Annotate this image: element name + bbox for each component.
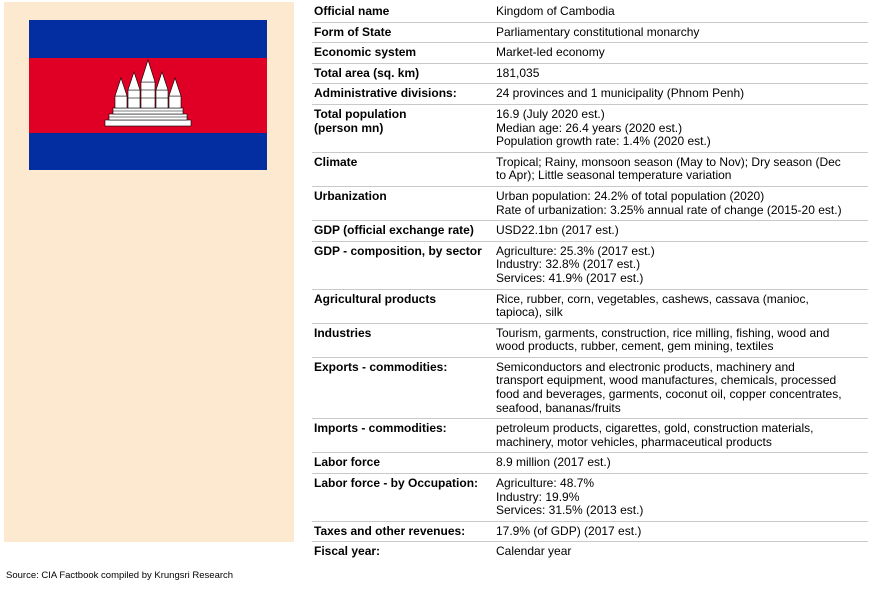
fact-label-line: Urbanization bbox=[314, 188, 387, 203]
fact-row bbox=[312, 323, 868, 357]
fact-label-line: Economic system bbox=[314, 45, 417, 60]
fact-label bbox=[312, 323, 492, 357]
flag-top-band bbox=[29, 20, 267, 58]
fact-label-line: Administrative divisions: bbox=[314, 86, 457, 101]
fact-label-line: Official name bbox=[314, 4, 390, 18]
fact-label-line: GDP (official exchange rate) bbox=[314, 223, 474, 238]
fact-label-line: Imports - commodities: bbox=[314, 421, 447, 436]
fact-value bbox=[492, 419, 868, 453]
fact-value bbox=[492, 186, 868, 220]
fact-value-line: USD22.1bn (2017 est.) bbox=[496, 223, 619, 238]
fact-row bbox=[312, 357, 868, 418]
fact-value bbox=[492, 357, 868, 418]
fact-value-line: Tropical; Rainy, monsoon season (May to Nov); Dry season (Dec bbox=[496, 154, 841, 169]
fact-value-line: Kingdom of Cambodia bbox=[496, 4, 615, 18]
fact-value-line: Tourism, garments, construction, rice milling, fishing, wood and bbox=[496, 325, 830, 340]
country-facts-table bbox=[312, 2, 868, 562]
fact-value-line: 8.9 million (2017 est.) bbox=[496, 455, 611, 470]
fact-row bbox=[312, 221, 868, 242]
fact-value-line: 16.9 (July 2020 est.) bbox=[496, 106, 605, 121]
fact-label-line: Total population bbox=[314, 106, 407, 121]
fact-label bbox=[312, 453, 492, 474]
fact-label bbox=[312, 221, 492, 242]
fact-value bbox=[492, 453, 868, 474]
fact-label bbox=[312, 104, 492, 152]
fact-value bbox=[492, 22, 868, 43]
fact-label bbox=[312, 289, 492, 323]
fact-row bbox=[312, 63, 868, 84]
fact-value bbox=[492, 289, 868, 323]
fact-value-line: Semiconductors and electronic products, machinery and bbox=[496, 359, 795, 374]
fact-row bbox=[312, 289, 868, 323]
fact-row bbox=[312, 104, 868, 152]
fact-value-line: Services: 31.5% (2013 est.) bbox=[496, 503, 644, 518]
fact-value-line: Agriculture: 48.7% bbox=[496, 476, 595, 491]
fact-label bbox=[312, 2, 492, 22]
fact-value-line: Population growth rate: 1.4% (2020 est.) bbox=[496, 134, 711, 149]
fact-value bbox=[492, 43, 868, 64]
fact-label-line: Agricultural products bbox=[314, 291, 437, 306]
fact-value bbox=[492, 84, 868, 105]
fact-label bbox=[312, 357, 492, 418]
fact-row bbox=[312, 2, 868, 22]
fact-value bbox=[492, 2, 868, 22]
source-note: Source: CIA Factbook compiled by Krungsri Research bbox=[6, 570, 234, 581]
flag-bottom-band bbox=[29, 133, 267, 170]
fact-row bbox=[312, 22, 868, 43]
fact-label-line: (person mn) bbox=[314, 120, 384, 135]
fact-label-line: Taxes and other revenues: bbox=[314, 523, 466, 538]
fact-value-line: wood products, rubber, cement, gem mining, textiles bbox=[496, 339, 774, 354]
fact-row bbox=[312, 241, 868, 289]
fact-value-line: tapioca), silk bbox=[496, 305, 563, 320]
fact-value bbox=[492, 542, 868, 562]
fact-label bbox=[312, 22, 492, 43]
fact-label-line: Industries bbox=[314, 325, 372, 340]
fact-label bbox=[312, 521, 492, 542]
fact-value-line: Rate of urbanization: 3.25% annual rate of change (2015-20 est.) bbox=[496, 202, 842, 217]
fact-value-line: 24 provinces and 1 municipality (Phnom Penh) bbox=[496, 86, 745, 101]
fact-value bbox=[492, 521, 868, 542]
fact-label bbox=[312, 84, 492, 105]
fact-row bbox=[312, 152, 868, 186]
fact-row bbox=[312, 474, 868, 522]
fact-label bbox=[312, 43, 492, 64]
fact-value-line: Agriculture: 25.3% (2017 est.) bbox=[496, 243, 655, 258]
fact-value-line: Urban population: 24.2% of total population (2020) bbox=[496, 188, 765, 203]
fact-label bbox=[312, 186, 492, 220]
fact-label bbox=[312, 241, 492, 289]
fact-row bbox=[312, 453, 868, 474]
fact-value-line: machinery, motor vehicles, pharmaceutical products bbox=[496, 434, 772, 449]
fact-row bbox=[312, 521, 868, 542]
fact-value-line: 17.9% (of GDP) (2017 est.) bbox=[496, 523, 642, 538]
fact-label bbox=[312, 419, 492, 453]
fact-label bbox=[312, 152, 492, 186]
fact-label-line: Fiscal year: bbox=[314, 544, 381, 559]
fact-value-line: Market-led economy bbox=[496, 45, 605, 60]
fact-value bbox=[492, 63, 868, 84]
fact-value-line: Industry: 19.9% bbox=[496, 489, 580, 504]
fact-value bbox=[492, 241, 868, 289]
fact-value-line: transport equipment, wood manufactures, chemicals, processed bbox=[496, 373, 837, 388]
fact-value-line: Calendar year bbox=[496, 544, 572, 559]
fact-value bbox=[492, 221, 868, 242]
fact-value-line: to Apr); Little seasonal temperature variation bbox=[496, 168, 732, 183]
fact-value-line: petroleum products, cigarettes, gold, construction materials, bbox=[496, 421, 814, 436]
fact-value-line: Median age: 26.4 years (2020 est.) bbox=[496, 120, 683, 135]
fact-value bbox=[492, 152, 868, 186]
fact-value-line: 181,035 bbox=[496, 65, 540, 80]
fact-label bbox=[312, 474, 492, 522]
fact-label-line: Total area (sq. km) bbox=[314, 65, 420, 80]
fact-value-line: seafood, bananas/fruits bbox=[496, 400, 621, 415]
fact-label-line: Labor force bbox=[314, 455, 381, 470]
fact-label-line: Form of State bbox=[314, 24, 392, 39]
fact-label-line: Labor force - by Occupation: bbox=[314, 476, 479, 491]
fact-value-line: Services: 41.9% (2017 est.) bbox=[496, 270, 644, 285]
fact-value-line: Rice, rubber, corn, vegetables, cashews, cassava (manioc, bbox=[496, 291, 809, 306]
fact-row bbox=[312, 43, 868, 64]
fact-label-line: GDP - composition, by sector bbox=[314, 243, 482, 258]
fact-label-line: Climate bbox=[314, 154, 358, 169]
fact-value-line: food and beverages, garments, coconut oil, copper concentrates, bbox=[496, 387, 842, 402]
fact-value-line: Industry: 32.8% (2017 est.) bbox=[496, 257, 641, 272]
fact-row bbox=[312, 84, 868, 105]
fact-value-line: Parliamentary constitutional monarchy bbox=[496, 24, 700, 39]
fact-value bbox=[492, 323, 868, 357]
fact-value bbox=[492, 104, 868, 152]
fact-value bbox=[492, 474, 868, 522]
cambodia-flag bbox=[29, 20, 267, 170]
fact-label bbox=[312, 63, 492, 84]
fact-row bbox=[312, 186, 868, 220]
fact-row bbox=[312, 542, 868, 562]
fact-row bbox=[312, 419, 868, 453]
fact-label-line: Exports - commodities: bbox=[314, 359, 448, 374]
fact-label bbox=[312, 542, 492, 562]
